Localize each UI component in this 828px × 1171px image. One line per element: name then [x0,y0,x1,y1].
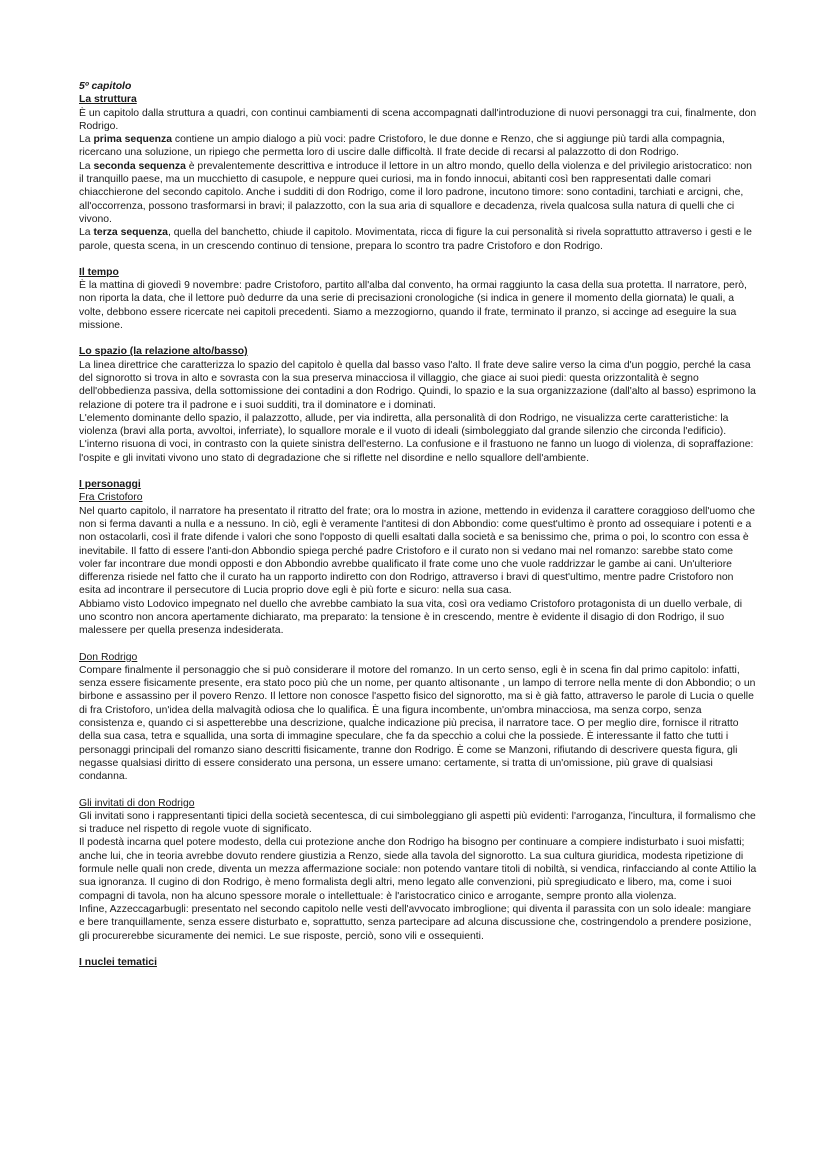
subheading-fra-cristoforo: Fra Cristoforo [79,492,143,504]
struttura-paragraph-4: La terza sequenza, quella del banchetto, chiude il capitolo. Movimentata, ricca di figure la cui personalità si rivela soprattutto attraverso i gesti e le parole, questa scena, in un crescendo continuo di tensione, prepara lo scontro tra padre Cristoforo e don Rodrigo. [79,227,752,252]
rodrigo-paragraph-1: Compare finalmente il personaggio che si può considerare il motore del romanzo. In un certo senso, egli è in scena fin dal primo capitolo: infatti, senza essere fisicamente presente, era stato poco più che un nome, per quanto altisonante , un lampo di terrore nella mente di don Abbondio; o un birbone e assassino per il povero Renzo. Il lettore non conosce l'aspetto fisico del signorotto, ma si è già fatto, attraverso le parole di Lucia o quelle di fra Cristoforo, un'idea della malvagità odiosa che lo qualifica. È una figura incombente, un'ombra minacciosa, ma senza corpo, senza consistenza e, quando ci si aspetterebbe una descrizione, qualche indicazione più precisa, il narratore tace. O per meglio dire, fornisce il ritratto della sua casa, tetra e squallida, una sorta di immagine speculare, che fa da specchio a colui che la possiede. È interessante il fatto che tutti i personaggi principali del romanzo siano descritti fisicamente, tranne don Rodrigo. È come se Manzoni, rifiutando di descrivere questa figura, gli negasse qualsiasi diritto di essere considerato una persona, un essere umano: certamente, si tratta di un'omissione, più grave di qualsiasi condanna. [79,664,756,783]
invitati-paragraph-3: Infine, Azzeccagarbugli: presentato nel secondo capitolo nelle vesti dell'avvocato imbroglione; qui diventa il parassita con un solo ideale: mangiare e bere tranquillamente, senza essere disturbato e, soprattutto, senza partecipare ad alcuna discussione che, costringendolo a prendere posizione, gli procurerebbe sicuramente dei nemici. Le sue risposte, perciò, sono vili e ossequienti. [79,903,752,942]
spazio-paragraph-2: L'elemento dominante dello spazio, il palazzotto, allude, per via indiretta, alla personalità di don Rodrigo, ne visualizza certe caratteristiche: la violenza (bravi alla porta, avvoltoi, inferriate), lo squallore morale e il vuoto di ideali (simboleggiato dal grande silenzio che circonda l'edificio). [79,412,729,438]
chapter-title: 5º capitolo [79,81,132,92]
tempo-paragraph-1: È la mattina di giovedì 9 novembre: padre Cristoforo, partito all'alba dal convento, ha ormai raggiunto la casa della sua protetta. Il narratore, però, non riporta la data, che il lettore può dedurre da una serie di precisazioni cronologiche (si indica in genere il momento della giornata) le quali, a volte, debbono essere ricercate nei capitoli precedenti. Siamo a mezzogiorno, quando il frate, terminato il pranzo, si accinge ad eseguire la sua missione. [79,280,747,332]
invitati-paragraph-1: Gli invitati sono i rappresentanti tipici della società secentesca, di cui simboleggiano gli aspetti più evidenti: l'arroganza, l'incultura, il formalismo che si traduce nel rispetto di regole vuote di significato. [79,810,756,836]
struttura-paragraph-1: È un capitolo dalla struttura a quadri, con continui cambiamenti di scena accompagnati dall'introduzione di nuovi personaggi tra cui, finalmente, don Rodrigo. [79,107,757,132]
spazio-paragraph-1: La linea direttrice che caratterizza lo spazio del capitolo è quella dal basso vaso l'alto. Il frate deve salire verso la cima d'un poggio, perché la casa del signorotto si trova in alto e sovrasta con la sua preserva minacciosa il villaggio, che giace ai suoi piedi: questa orizzontalità è segno dell'obbedienza passiva, della sottomissione dei contadini a don Rodrigo. Quindi, lo spazio e la sua organizzazione (dall'alto al basso) esprimono la relazione di potere tra il padrone e i suoi sudditi, tra il dominatore e i dominati. [79,359,756,411]
struttura-paragraph-2: La prima sequenza contiene un ampio dialogo a più voci: padre Cristoforo, le due donne e Renzo, che si aggiunge più tardi alla compagnia, ricercano una soluzione, un ripiego che permetta loro di uscire dalle difficoltà. Il frate decide di recarsi al palazzotto di don Rodrigo. [79,134,725,159]
spazio-paragraph-3: L'interno risuona di voci, in contrasto con la quiete sinistra dell'esterno. La confusione e il frastuono ne fanno un luogo di violenza, di sopraffazione: l'ospite e gli invitati vivono uno stato di degradazione che si riflette nel disordine e nello squallore dell'ambiente. [79,439,754,464]
subheading-don-rodrigo: Don Rodrigo [79,651,138,663]
section-heading-tempo: Il tempo [79,266,119,278]
section-heading-nuclei: I nuclei tematici [79,956,157,968]
section-heading-personaggi: I personaggi [79,479,141,491]
section-heading-struttura: La struttura [79,94,137,106]
cristoforo-paragraph-1: Nel quarto capitolo, il narratore ha presentato il ritratto del frate; ora lo mostra in azione, mettendo in evidenza il carattere coraggioso dell'uomo che non si ferma davanti a nulla e a nessuno. In ciò, egli è veramente l'antitesi di don Abbondio: come quest'ultimo è pronto ad ossequiare i potenti e a non ostacolarli, così il frate difende i valori che sono l'opposto di quelli esaltati dalla società e sa benissimo che, prima o poi, lo scontro con essa è inevitabile. Il fatto di essere l'anti-don Abbondio spiega perché padre Cristoforo e il curato non si vedano mai nel romanzo: sarebbe stato come voler far incontrare due mondi opposti e don Abbondio avrebbe qualificato il frate come uno che vuole raddrizzar le gambe ai cani. Un'ulteriore differenza risiede nel fatto che il curato ha un rapporto indiretto con don Rodrigo, attraverso i bravi di quest'ultimo, mentre padre Cristoforo non esita ad incontrare il persecutore di Lucia proprio dove egli è più forte e sicuro: nella sua casa. [79,505,756,597]
section-heading-spazio: Lo spazio (la relazione alto/basso) [79,346,248,358]
seconda-sequenza-term: seconda sequenza [93,160,186,172]
prima-sequenza-term: prima sequenza [93,134,172,146]
terza-sequenza-term: terza sequenza [93,227,168,239]
struttura-paragraph-3: La seconda sequenza è prevalentemente descrittiva e introduce il lettore in un altro mondo, quello della violenza e del privilegio aristocratico: non il tranquillo paese, ma un mucchietto di casupole, e neppure quei curiosi, ma in fondo innocui, abitanti così ben rappresentati dalle comari chiacchierone del secondo capitolo. Anche i sudditi di don Rodrigo, come il loro padrone, incutono timore: sono contadini, tarchiati e arcigni, che, all'occorrenza, possono trasformarsi in bravi; il palazzotto, con la sua aria di squallore e decadenza, rivela qualcosa sulla natura di quelli che ci vivono. [79,160,752,225]
cristoforo-paragraph-2: Abbiamo visto Lodovico impegnato nel duello che avrebbe cambiato la sua vita, così ora vediamo Cristoforo protagonista di un duello verbale, di uno scontro non ancora apertamente dichiarato, ma preparato: la tensione è in crescendo, mentre è evidente il disagio di don Rodrigo, il suo malessere per quella presenza indesiderata. [79,598,743,637]
invitati-paragraph-2: Il podestà incarna quel potere modesto, della cui protezione anche don Rodrigo ha bisogno per continuare a compiere indisturbato i suoi misfatti; anche lui, che in teoria avrebbe dovuto rendere giustizia a Renzo, siede alla tavola del signorotto. La sua cultura giuridica, modesta ripetizione di formule nelle quali non crede, diventa un mezza affermazione sociale: non potendo vantare titoli di nobiltà, si vendica, rinfacciando al conte Attilio la sua ignoranza. Il cugino di don Rodrigo, è meno formalista degli altri, meno legato alle convenzioni, più spregiudicato e libero, ma, come i suoi compagni di tavola, non ha alcuno spessore morale o intellettuale: è l'aristocratico cinico e arrogante, sempre pronto alla violenza. [79,837,757,902]
subheading-invitati: Gli invitati di don Rodrigo [79,797,195,809]
